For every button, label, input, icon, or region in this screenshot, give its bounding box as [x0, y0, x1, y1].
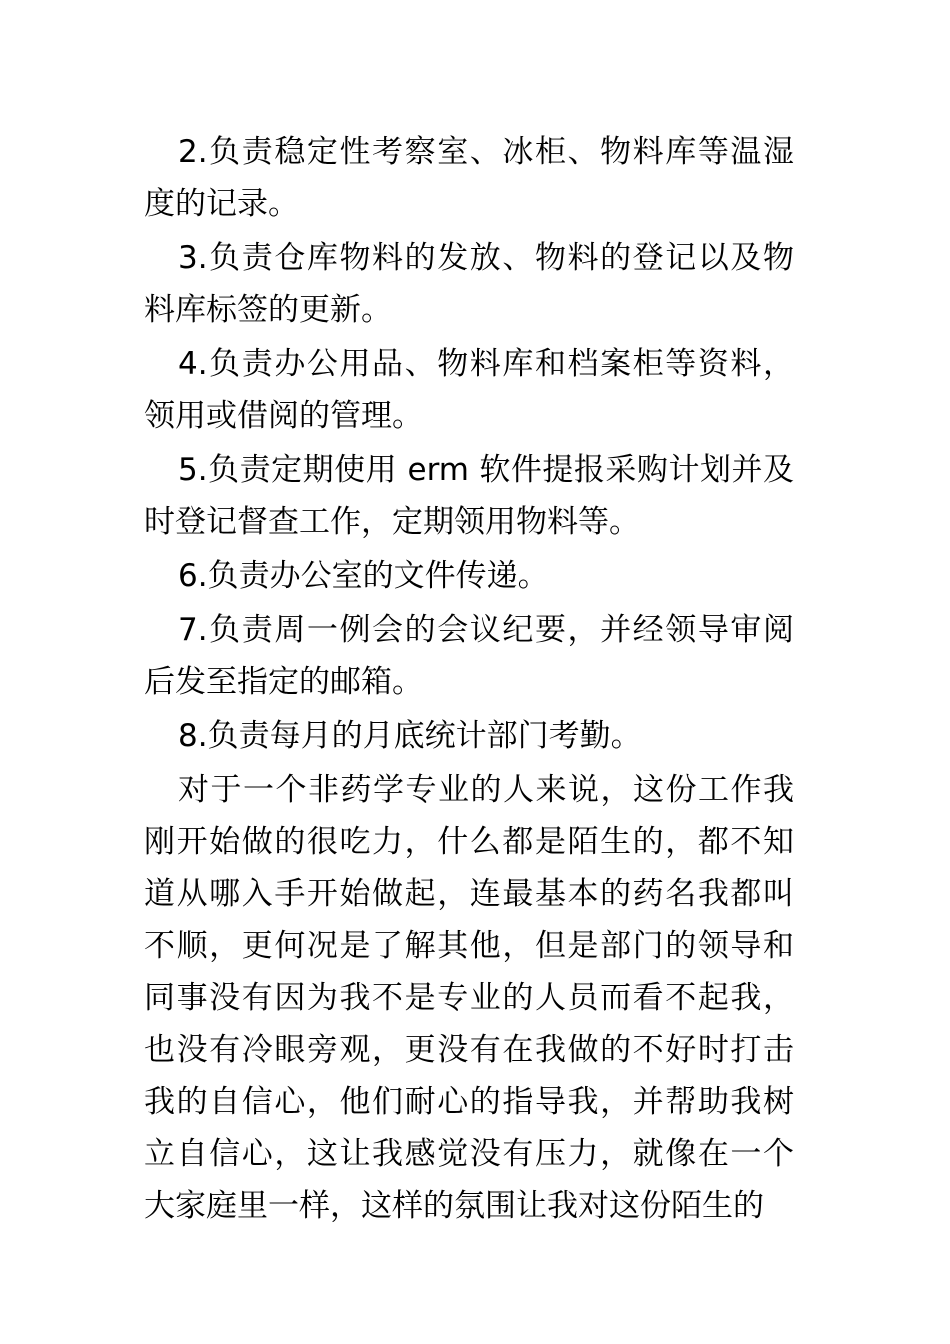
paragraph-duty-3: 3.负责仓库物料的发放、物料的登记以及物料库标签的更新。 [144, 240, 794, 328]
paragraph-reflection: 对于一个非药学专业的人来说，这份工作我刚开始做的很吃力，什么都是陌生的，都不知道从哪入手开始做起，连最基本的药名我都叫不顺，更何况是了解其他，但是部门的领导和同事没有因为我不是专业的人员而看不起我，也没有冷眼旁观，更没有在我做的不好时打击我的自信心，他们耐心的指导我，并帮助我树立自信心，这让我感觉没有压力，就像在一个大家庭里一样，这样的氛围让我对这份陌生的 [144, 772, 794, 1224]
document-body [144, 126, 794, 1234]
paragraph-duty-7: 7.负责周一例会的会议纪要，并经领导审阅后发至指定的邮箱。 [144, 612, 794, 700]
paragraph-duty-2: 2.负责稳定性考察室、冰柜、物料库等温湿度的记录。 [144, 134, 794, 222]
paragraph-duty-5: 5.负责定期使用 erm 软件提报采购计划并及时登记督查工作，定期领用物料等。 [144, 452, 794, 540]
paragraph-duty-8: 8.负责每月的月底统计部门考勤。 [178, 718, 642, 754]
paragraph-duty-6: 6.负责办公室的文件传递。 [178, 558, 549, 594]
paragraph-duty-4: 4.负责办公用品、物料库和档案柜等资料，领用或借阅的管理。 [144, 346, 794, 434]
